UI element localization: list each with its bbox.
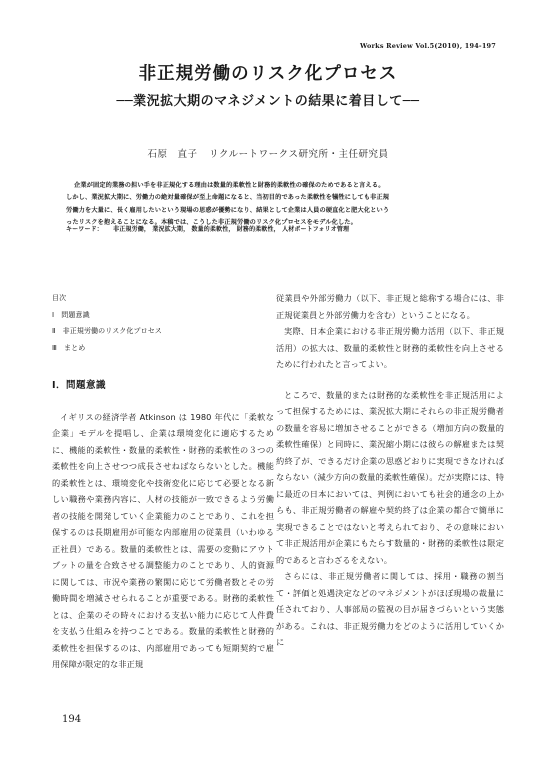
abstract [66,180,472,229]
right-column [276,290,504,651]
abstract-line: しかし、業況拡大期に、労働力の絶対量確保が至上命題になると、当初目的であった柔軟性を犠牲にしても非正規 [66,194,390,202]
keyword: 財務的柔軟性 [236,226,274,233]
toc-item: Ⅲ まとめ [52,343,86,352]
page-number: 194 [62,714,82,725]
author-affiliation: リクルートワークス研究所・主任研究員 [209,149,389,160]
keywords: キーワード： 非正規労働， 業況拡大期， 数量的柔軟性， 財務的柔軟性， 人材ポートフォリオ管理 [66,226,350,233]
abstract-line: 労働力を大量に、長く雇用したいという現場の思惑が優勢になり、結果として企業は人員の硬直化と肥大化という [66,206,390,214]
paper-subtitle: ──業況拡大期のマネジメントの結果に着目して── [116,94,420,109]
body-paragraph: イギリスの経済学者 Atkinson は 1980 年代に「柔軟な企業」モデルを提唱し、企業は環境変化に適応するために、機能的柔軟性・数量的柔軟性・財務的柔軟性の３つの柔軟性を向上させつつ成長させねばならないとした。機能的柔軟性とは、環境変化や技術変化に応じて必要となる新しい職務や業務内容に、人材の技能が一致できるよう労働者の技能を開発していく企業能力のことであり、これを担保するのは長期雇用が可能な内部雇用の従業員（いわゆる正社員）である。数量的柔軟性とは、需要の変動にアウトプットの量を合致させる調整能力のことであり、人的資源に関しては、市況や業務の繁閑に応じて労働者数とその労働時間を増減させられることが重要である。財務的柔軟性とは、企業のその時々における支払い能力に応じて人件費を支払う仕組みを持つことである。数量的柔軟性と財務的柔軟性を担保するのは、内部雇用であっても短期契約で雇用保障が限定的な非正規 [52,411,274,669]
author-line [0,146,536,160]
section-heading: Ⅰ．問題意識 [52,380,107,391]
paper-title: 非正規労働のリスク化プロセス [138,64,398,84]
keyword: 人材ポートフォリオ管理 [282,226,350,233]
journal-header: Works Review Vol.5(2010), 194-197 [360,42,496,50]
body-paragraph: ところで、数量的または財務的な柔軟性を非正規活用によって担保するためには、業況拡大期にそれらの非正規労働者の数量を容易に増加させることができる（増加方向の数量的柔軟性確保）と同時に、業況縮小期には彼らの解雇または契約終了が、できるだけ企業の思惑どおりに実現できなければならない（減少方向の数量的柔軟性確保）。だが実際には、特に最近の日本においては、判例においても社会的通念の上からも、非正規労働者の解雇や契約終了は企業の都合で簡単に実現できることではないと考えられており、その意味において非正規活用が企業にもたらす数量的・財務的柔軟性は限定的であると言わざるをえない。 [276,389,504,565]
left-column [52,290,274,673]
body-paragraph: 従業員や外部労働力（以下、非正規と総称する場合には、非正規従業員と外部労働力を含む）ということになる。 [276,293,504,320]
keywords-label: キーワード： [66,226,103,233]
abstract-line: 企業が固定的業務の担い手を非正規化する理由は数量的柔軟性と財務的柔軟性の確保のためであると言える。 [74,182,385,189]
abstract-line: ったリスクを抱えることになる。本稿では、こうした非正規労働のリスク化プロセスをモデル化した。 [66,218,357,226]
toc-item: Ⅰ 問題意識 [52,310,90,319]
author-name: 石原 直子 [147,149,198,160]
body-paragraph: さらには、非正規労働者に関しては、採用・職務の割当て・評価と処遇決定などのマネジメントがほぼ現場の裁量に任されており、人事部局の監視の目が届きづらいという実態がある。これは、非正規労働力をどのように活用していくかに [276,571,504,647]
toc-heading: 目次 [52,294,67,302]
keyword: 業況拡大期 [152,226,184,233]
keyword: 数量的柔軟性 [191,226,229,233]
table-of-contents [52,290,274,356]
keyword: 非正規労働 [113,226,144,233]
toc-item: Ⅱ 非正規労働のリスク化プロセス [52,327,162,335]
body-paragraph: 実際、日本企業における非正規労働力活用（以下、非正規活用）の拡大は、数量的柔軟性と財務的柔軟性を向上させるために行われたと言ってよい。 [276,326,504,369]
